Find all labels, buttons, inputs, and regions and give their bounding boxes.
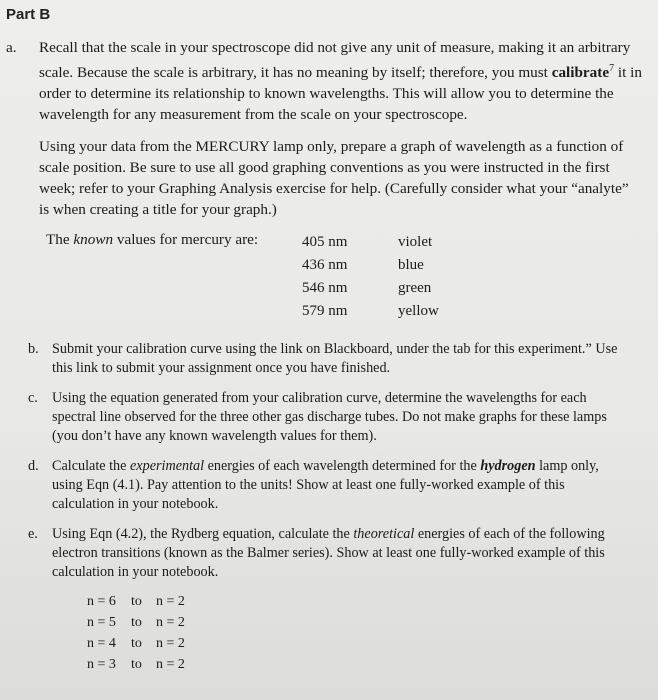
transition-from: n = 6 <box>87 594 116 609</box>
item-d-text <box>52 457 628 514</box>
transition-row <box>87 591 185 612</box>
item-c-marker: c. <box>28 390 38 406</box>
known-post: values for mercury are: <box>113 231 259 248</box>
item-e-text-1: Using Eqn (4.2), the Rydberg equation, calculate the <box>52 526 354 542</box>
item-d-text-2: energies of each wavelength determined for the <box>204 458 481 474</box>
hydrogen-term: hydrogen <box>480 458 536 474</box>
part-title: Part B <box>6 6 51 23</box>
wavelength-value: 436 nm <box>302 257 348 273</box>
item-d-text-3: lamp only, using Eqn (4.1). Pay attention to the units! Show at least one fully-worked example of this calculation in your notebook. <box>52 458 599 512</box>
wavelength-value: 579 nm <box>302 303 348 319</box>
item-a-paragraph-1 <box>39 37 646 125</box>
item-a <box>6 37 646 125</box>
transition-from: n = 4 <box>87 636 116 651</box>
color-name: green <box>398 280 432 296</box>
known-pre: The <box>46 231 74 248</box>
transition-from: n = 3 <box>87 657 116 672</box>
item-b <box>28 340 628 378</box>
transition-list <box>87 591 185 675</box>
item-c <box>28 389 628 446</box>
known-values-label <box>46 231 258 249</box>
item-e-marker: e. <box>28 526 38 542</box>
item-a-marker: a. <box>6 39 17 56</box>
item-a-paragraph-2: Using your data from the MERCURY lamp only, prepare a graph of wavelength as a function of scale position. Be sure to use all good graphing conventions as you were instructed in the first week; refer to your Graphing Analysis exercise for help. (Carefully consider what your “analyte” is when creating a title for your graph.) <box>39 138 629 218</box>
transition-dest: n = 2 <box>156 594 185 609</box>
item-b-marker: b. <box>28 341 39 357</box>
transition-dest: n = 2 <box>156 657 185 672</box>
color-name: blue <box>398 257 424 273</box>
transition-to-word: to <box>131 657 142 672</box>
color-list <box>398 231 439 323</box>
transition-row <box>87 654 185 675</box>
item-e-text-2: energies of each of the following electron transitions (known as the Balmer series). Show at least one fully-worked example of this calculation in your notebook. <box>52 526 605 580</box>
color-name: violet <box>398 234 433 250</box>
footnote-ref: 7 <box>609 63 615 74</box>
wavelength-list <box>302 231 347 323</box>
transition-to-word: to <box>131 636 142 651</box>
theoretical-term: theoretical <box>353 526 415 542</box>
transition-from: n = 5 <box>87 615 116 630</box>
item-b-text: Submit your calibration curve using the link on Blackboard, under the tab for this experiment.” Use this link to submit your assignment once you have finished. <box>52 341 618 376</box>
item-e <box>28 525 628 582</box>
item-a-text-1: Recall that the scale in your spectroscope did not give any unit of measure, making it an arbitrary scale. Because the scale is arbitrary, it has no meaning by itself; therefore, you must <box>39 39 631 82</box>
item-d-marker: d. <box>28 458 39 474</box>
transition-dest: n = 2 <box>156 636 185 651</box>
color-name: yellow <box>398 303 439 319</box>
transition-to-word: to <box>131 594 142 609</box>
experimental-term: experimental <box>130 458 205 474</box>
transition-row <box>87 612 185 633</box>
wavelength-value: 405 nm <box>302 234 348 250</box>
item-a-text-2: it in order to determine its relationship to known wavelengths. This will allow you to determine the wavelength for any measurement from the scale on your spectroscope. <box>39 64 642 124</box>
calibrate-term: calibrate <box>551 64 610 82</box>
transition-dest: n = 2 <box>156 615 185 630</box>
known-italic: known <box>73 231 114 248</box>
wavelength-value: 546 nm <box>302 280 348 296</box>
item-c-text: Using the equation generated from your calibration curve, determine the wavelengths for each spectral line observed for the three other gas discharge tubes. Do not make graphs for these lamps (you don’t have any known wavelength values for them). <box>52 390 607 444</box>
transition-to-word: to <box>131 615 142 630</box>
transition-row <box>87 633 185 654</box>
item-d-text-1: Calculate the <box>52 458 130 474</box>
item-d <box>28 457 628 514</box>
item-e-text <box>52 525 628 582</box>
